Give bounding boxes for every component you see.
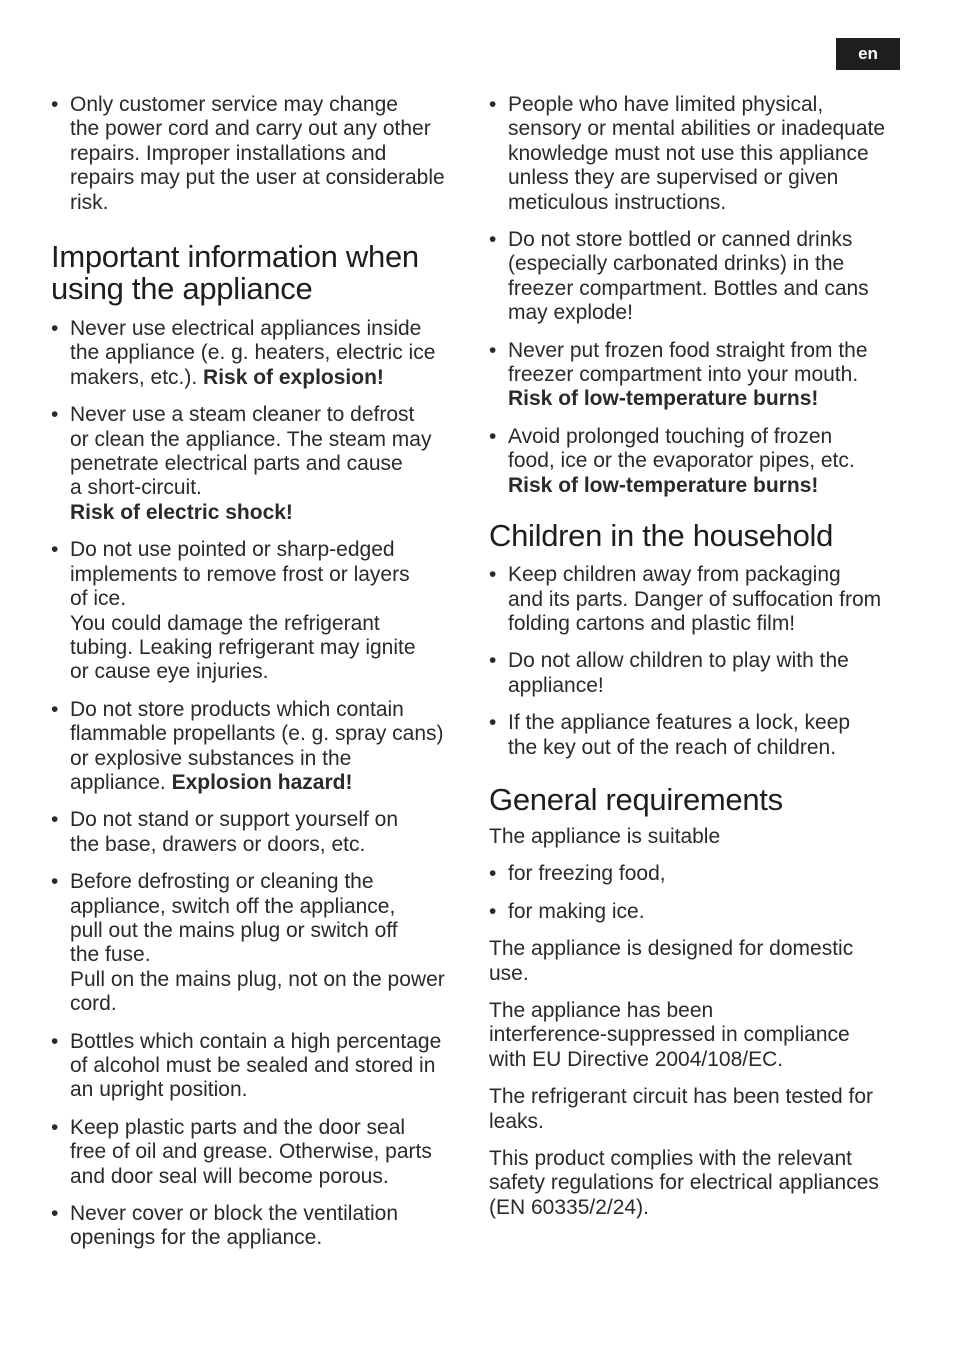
list-item: • Never use electrical appliances inside the appliance (e. g. heaters, electric ice makers, etc.). Risk of explosion!	[51, 317, 465, 390]
list-item: • Do not stand or support yourself on the base, drawers or doors, etc.	[51, 808, 465, 857]
warning-text: Explosion hazard!	[171, 770, 353, 794]
intro-list-right	[489, 93, 903, 498]
warning-text: Risk of low-temperature burns!	[508, 387, 819, 411]
suitable-intro: The appliance is suitable	[489, 824, 721, 848]
list-item: • Do not allow children to play with the appliance!	[489, 649, 903, 698]
list-item: • Before defrosting or cleaning the appliance, switch off the appliance, pull out the mains plug or switch off the fuse. Pull on the mains plug, not on the power cord.	[51, 870, 465, 1016]
list-item: • for freezing food,	[489, 862, 903, 886]
list-item: • for making ice.	[489, 900, 903, 924]
list-item: • Never use a steam cleaner to defrost or clean the appliance. The steam may penetrate electrical parts and cause a short-circuit. Risk of electric shock!	[51, 403, 465, 525]
list-item: • Do not store products which contain flammable propellants (e. g. spray cans) or explosive substances in the appliance. Explosion hazard!	[51, 698, 465, 796]
children-list	[489, 563, 903, 760]
paragraph: The refrigerant circuit has been tested for leaks.	[489, 1085, 874, 1133]
paragraph: This product complies with the relevant safety regulations for electrical appliances (EN 60335/2/24).	[489, 1147, 879, 1219]
warning-text: Risk of low-temperature burns!	[508, 473, 819, 497]
list-item: • People who have limited physical, sensory or mental abilities or inadequate knowledge must not use this appliance unless they are supervised or given meticulous instructions.	[489, 93, 903, 215]
language-badge: en	[836, 38, 900, 70]
warning-text: Risk of electric shock!	[70, 500, 293, 524]
paragraph: The appliance has been interference-suppressed in compliance with EU Directive 2004/108/EC.	[489, 998, 850, 1071]
important-info-list	[51, 317, 465, 1251]
list-item: • Never put frozen food straight from the freezer compartment into your mouth. Risk of low-temperature burns!	[489, 339, 903, 412]
right-column	[489, 93, 903, 1233]
list-item: • Do not use pointed or sharp-edged implements to remove frost or layers of ice. You could damage the refrigerant tubing. Leaking refrigerant may ignite or cause eye injuries.	[51, 538, 465, 684]
section-heading-children: Children in the household	[489, 518, 834, 554]
list-item: • Keep plastic parts and the door seal free of oil and grease. Otherwise, parts and door seal will become porous.	[51, 1116, 465, 1189]
suitable-list	[489, 862, 903, 924]
list-item: • Only customer service may change the power cord and carry out any other repairs. Improper installations and repairs may put the user at considerable risk.	[51, 93, 465, 215]
list-item: • Bottles which contain a high percentage of alcohol must be sealed and stored in an upright position.	[51, 1030, 465, 1103]
list-item: • If the appliance features a lock, keep the key out of the reach of children.	[489, 711, 903, 760]
paragraph: The appliance is designed for domestic use.	[489, 937, 854, 985]
list-item: • Avoid prolonged touching of frozen food, ice or the evaporator pipes, etc. Risk of low-temperature burns!	[489, 425, 903, 498]
intro-list-left	[51, 93, 465, 215]
section-heading-important-information: Important information when using the appliance	[51, 239, 419, 307]
section-heading-general-requirements: General requirements	[489, 781, 783, 817]
warning-text: Risk of explosion!	[203, 365, 384, 389]
list-item: • Keep children away from packaging and its parts. Danger of suffocation from folding cartons and plastic film!	[489, 563, 903, 636]
list-item: • Never cover or block the ventilation openings for the appliance.	[51, 1202, 465, 1251]
list-item: • Do not store bottled or canned drinks (especially carbonated drinks) in the freezer compartment. Bottles and cans may explode!	[489, 228, 903, 326]
left-column	[51, 93, 465, 1264]
